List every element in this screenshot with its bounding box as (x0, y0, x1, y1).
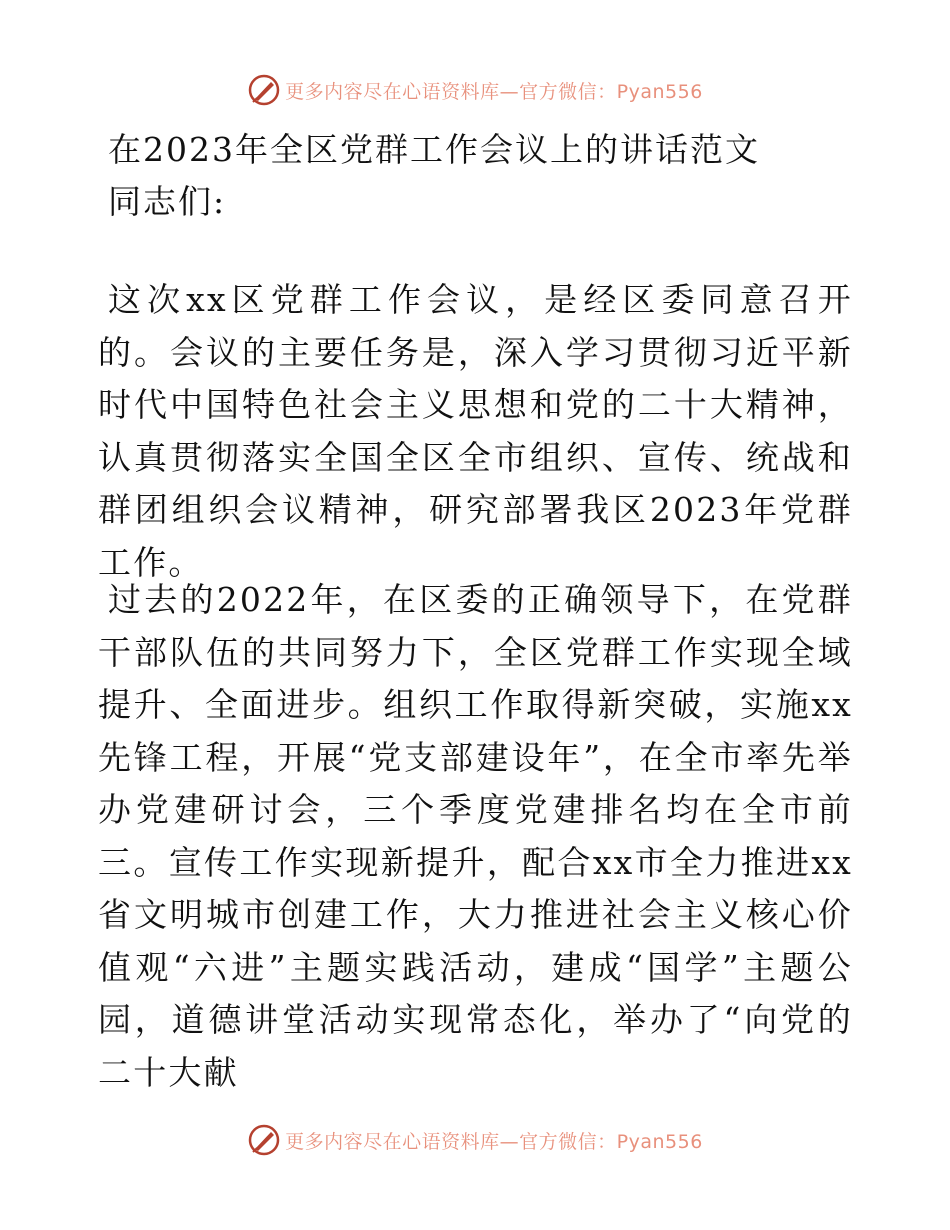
watermark-text: 更多内容尽在心语资料库—官方微信：Pyan556 (285, 80, 703, 103)
paragraph-2: 过去的2022年，在区委的正确领导下，在党群干部队伍的共同努力下，全区党群工作实现全域提升、全面进步。组织工作取得新突破，实施xx先锋工程，开展“党支部建设年”，在全市率先举办党建研讨会，三个季度党建排名均在全市前三。宣传工作实现新提升，配合xx市全力推进xx省文明城市创建工作，大力推进社会主义核心价值观“六进”主题实践活动，建成“国学”主题公园，道德讲堂活动实现常态化，举办了“向党的二十大献 (98, 580, 853, 1092)
paragraph-1: 这次xx区党群工作会议，是经区委同意召开的。会议的主要任务是，深入学习贯彻习近平新时代中国特色社会主义思想和党的二十大精神，认真贯彻落实全国全区全市组织、宣传、统战和群团组织会议精神，研究部署我区2023年党群工作。 (98, 280, 853, 582)
salutation: 同志们: (108, 182, 227, 221)
header-watermark (0, 70, 950, 110)
quill-pen-circle-icon (247, 1123, 281, 1157)
footer-watermark (0, 1120, 950, 1160)
page-title: 在2023年全区党群工作会议上的讲话范文 (108, 130, 760, 169)
quill-pen-circle-icon (247, 73, 281, 107)
watermark-text: 更多内容尽在心语资料库—官方微信：Pyan556 (285, 1130, 703, 1153)
